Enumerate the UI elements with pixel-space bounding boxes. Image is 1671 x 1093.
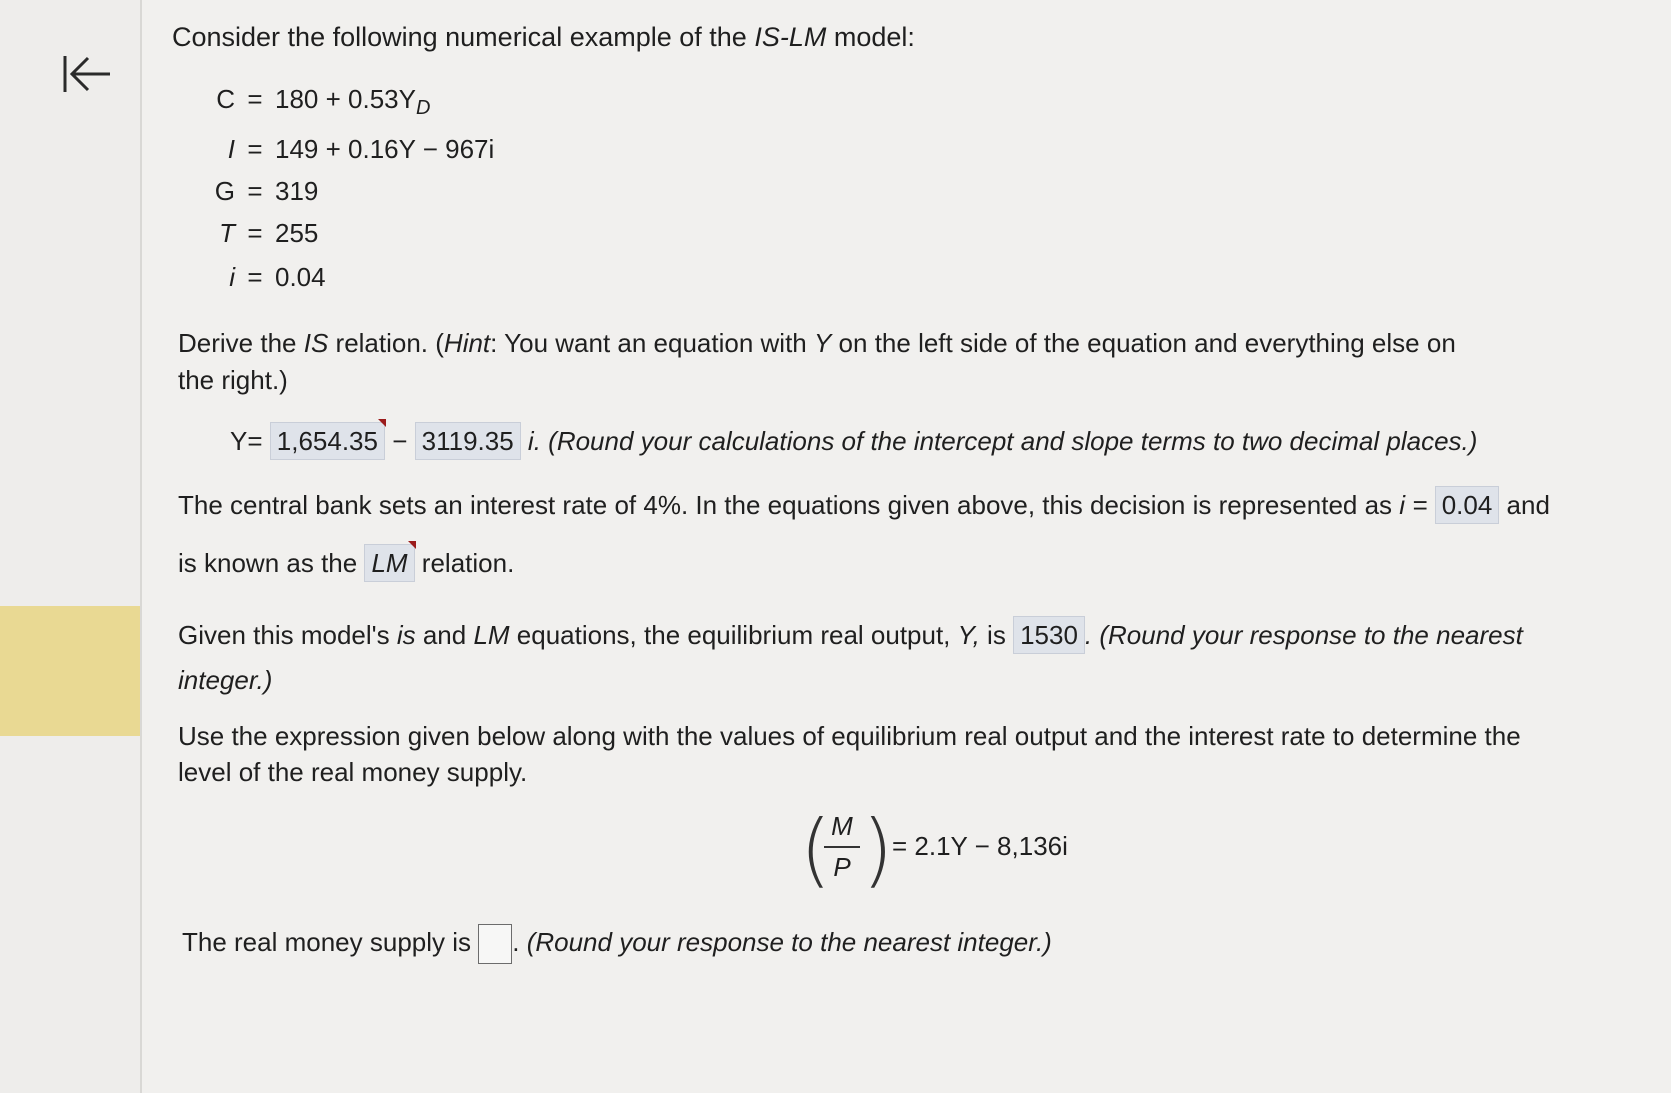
equation-interest: i = 0.04	[229, 262, 326, 292]
part5-prompt: The real money supply is . (Round your response to the nearest integer.)	[182, 924, 1052, 964]
equation-consumption: $C = 180 + 0.53Y_D$	[216, 84, 431, 120]
part3-prompt-line2: integer.)	[178, 665, 273, 695]
part1-prompt: Derive the IS relation. (Hint: You want an equation with Y on the left side of the equation and everything else on	[178, 328, 1456, 358]
sidebar-highlight	[0, 606, 140, 736]
part2-prompt-line2: is known as the LM relation.	[178, 544, 514, 582]
part1-answer-row: Y= 1,654.35 − 3119.35 i. (Round your calculations of the intercept and slope terms to two decimal places.)	[230, 422, 1477, 460]
interest-rate-answer[interactable]: 0.04	[1435, 486, 1500, 524]
equation-investment: I = 149 + 0.16Y − 967i	[227, 134, 495, 164]
equation-government: G = 319	[214, 176, 319, 206]
part4-prompt-line2: level of the real money supply.	[178, 757, 528, 787]
question-panel: Consider the following numerical example of the IS-LM model: $C = 180 + 0.53Y_D$ I = 149 + 0.16Y − 967i G = 319 T = 255 i = 0.04 Derive the IS relation. (Hint: You want an equation with Y on the left side of the equation and everything else on the right.) Y= 1,654.35 − 3119.35 i. (Round your calculations of the intercept and slope terms to two decimal places.) The central bank sets an interest rate of 4%. In the equations given above, this decision is represented as i = 0.04 and is known as the LM relation. Given this model's is and LM equations, the equilibrium real output, Y, is 1530 . (Round your response to the nearest integer.) Use the expression given below along with the values of equilibrium real output and the interest rate to determine the level of the real money supply. ( M P ) = 2.1Y − 8,136i The real money supply is . (Round your response to the nearest integer.)	[170, 0, 1650, 1093]
is-intercept-answer[interactable]: 1,654.35	[270, 422, 385, 460]
part2-prompt: The central bank sets an interest rate of 4%. In the equations given above, this decision is represented as i = 0.04 and	[178, 486, 1550, 524]
collapse-left-icon[interactable]	[62, 52, 114, 96]
question-intro: Consider the following numerical example of the IS-LM model:	[172, 22, 915, 52]
formula-denominator: P	[833, 852, 851, 882]
part4-prompt: Use the expression given below along with the values of equilibrium real output and the interest rate to determine the	[178, 721, 1521, 751]
part3-prompt: Given this model's is and LM equations, the equilibrium real output, Y, is 1530 . (Round your response to the nearest	[178, 616, 1523, 654]
equation-taxes: T = 255	[219, 218, 319, 248]
part1-prompt-line2: the right.)	[178, 365, 288, 395]
formula-numerator: M	[831, 811, 853, 841]
real-money-supply-input[interactable]	[478, 924, 512, 964]
is-slope-answer[interactable]: 3119.35	[415, 422, 521, 460]
formula-rhs: = 2.1Y − 8,136i	[892, 831, 1068, 861]
equilibrium-output-answer[interactable]: 1530	[1013, 616, 1085, 654]
left-sidebar	[0, 0, 142, 1093]
lm-relation-answer[interactable]: LM	[364, 544, 414, 582]
